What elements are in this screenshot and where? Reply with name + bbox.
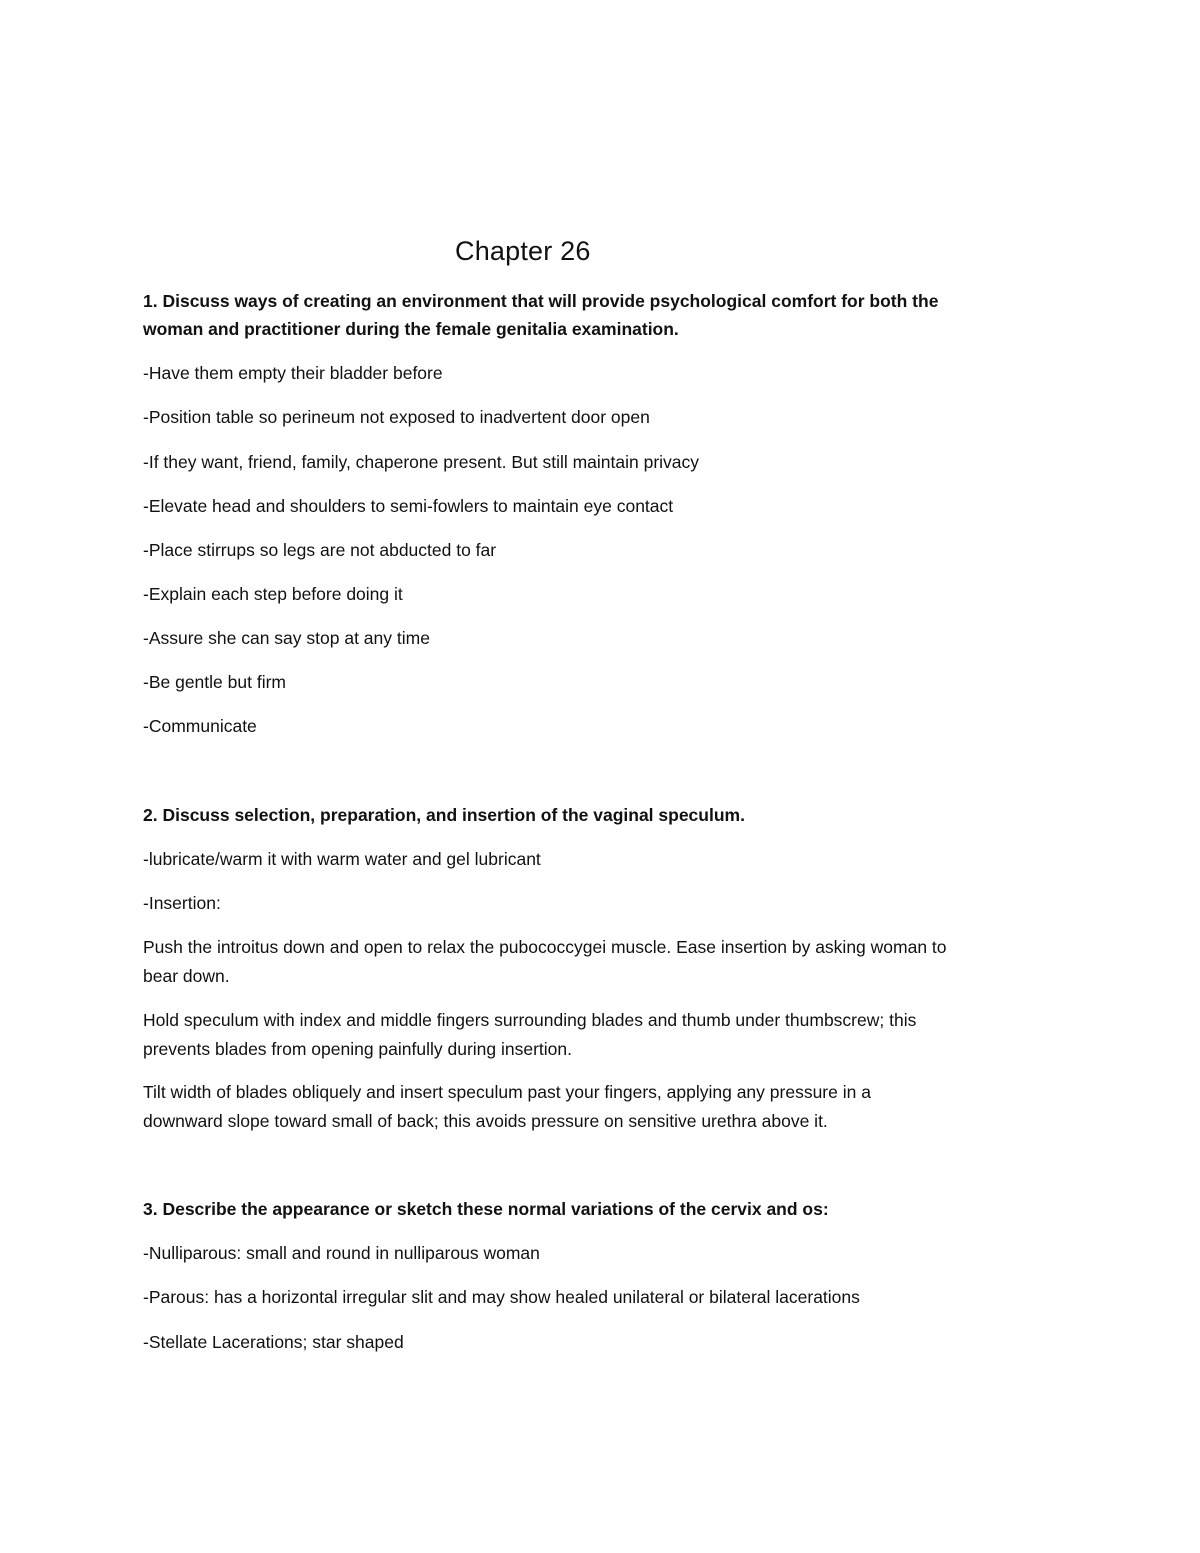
- question-3-line-1: 3. Describe the appearance or sketch these normal variations of the cervix and os:: [143, 1199, 829, 1219]
- question-2-line-1: 2. Discuss selection, preparation, and insertion of the vaginal speculum.: [143, 805, 745, 825]
- answer-item: -Parous: has a horizontal irregular slit and may show healed unilateral or bilateral lacerations: [143, 1287, 860, 1307]
- answer-item: -Be gentle but firm: [143, 672, 286, 692]
- answer-item: -Insertion:: [143, 893, 221, 913]
- answer-item: -Elevate head and shoulders to semi-fowlers to maintain eye contact: [143, 496, 674, 516]
- answer-item: -lubricate/warm it with warm water and gel lubricant: [143, 849, 541, 869]
- answer-item: -Stellate Lacerations; star shaped: [143, 1332, 404, 1352]
- paragraph-line: prevents blades from opening painfully during insertion.: [143, 1039, 573, 1059]
- answer-item: -Explain each step before doing it: [143, 584, 403, 604]
- question-1-line-2: woman and practitioner during the female genitalia examination.: [143, 319, 679, 339]
- paragraph-line: Push the introitus down and open to relax the pubococcygei muscle. Ease insertion by asking woman to: [143, 937, 947, 957]
- answer-item: -Have them empty their bladder before: [143, 363, 443, 383]
- paragraph-line: downward slope toward small of back; this avoids pressure on sensitive urethra above it.: [143, 1111, 828, 1131]
- question-1-line-1: 1. Discuss ways of creating an environment that will provide psychological comfort for both the: [143, 291, 939, 311]
- paragraph-line: bear down.: [143, 966, 230, 986]
- page-title: Chapter 26: [455, 236, 591, 266]
- paragraph-line: Hold speculum with index and middle fingers surrounding blades and thumb under thumbscrew; this: [143, 1010, 917, 1030]
- answer-item: -Place stirrups so legs are not abducted to far: [143, 540, 497, 560]
- paragraph-line: Tilt width of blades obliquely and insert speculum past your fingers, applying any pressure in a: [143, 1082, 871, 1102]
- answer-item: -If they want, friend, family, chaperone present. But still maintain privacy: [143, 452, 700, 472]
- answer-item: -Nulliparous: small and round in nulliparous woman: [143, 1243, 540, 1263]
- answer-item: -Position table so perineum not exposed to inadvertent door open: [143, 407, 650, 427]
- answer-item: -Assure she can say stop at any time: [143, 628, 430, 648]
- answer-item: -Communicate: [143, 716, 257, 736]
